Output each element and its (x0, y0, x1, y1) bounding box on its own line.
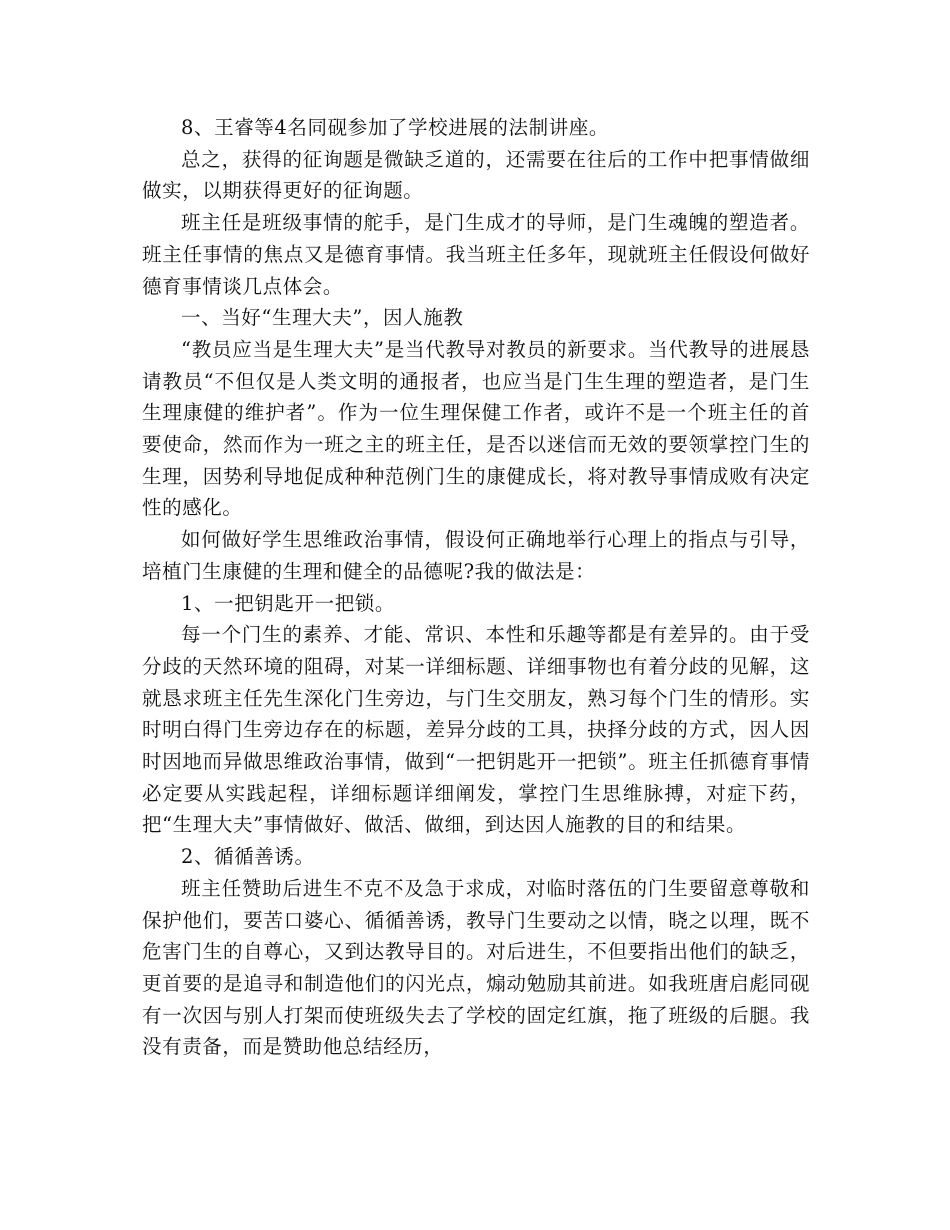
paragraph-intro: 班主任是班级事情的舵手，是门生成才的导师，是门生魂魄的塑造者。班主任事情的焦点又是德育事情。我当班主任多年，现就班主任假设何做好德育事情谈几点体会。 (142, 211, 810, 298)
paragraph-teacher-role: “教员应当是生理大夫”是当代教导对教员的新要求。当代教导的进展恳请教员“不但仅是人类文明的通报者，也应当是门生生理的塑造者，是门生生理康健的维护者”。作为一位生理保健工作者，或许不是一个班主任的首要使命，然而作为一班之主的班主任，是否以迷信而无效的要领掌控门生的生理，因势利导地促成种种范例门生的康健成长，将对教导事情成败有决定性的感化。 (142, 337, 810, 520)
paragraph-method-question: 如何做好学生思维政治事情，假设何正确地举行心理上的指点与引导，培植门生康健的生理和健全的品德呢?我的做法是： (142, 528, 810, 583)
section-heading-1: 一、当好“生理大夫”，因人施教 (181, 306, 464, 330)
subheading-2: 2、循循善诱。 (181, 845, 315, 869)
paragraph-patient-guidance: 班主任赞助后进生不克不及急于求成，对临时落伍的门生要留意尊敬和保护他们，要苦口婆心、循循善诱，教导门生要动之以情，晓之以理，既不危害门生的自尊心，又到达教导目的。对后进生，不但要指出他们的缺乏，更首要的是追寻和制造他们的闪光点，煽动勉励其前进。如我班唐启彪同砚有一次因与别人打架而使班级失去了学校的固定红旗，拖了班级的后腿。我没有责备，而是赞助他总结经历， (142, 876, 810, 1059)
document-body (142, 112, 810, 1063)
paragraph-summary: 总之，获得的征询题是微缺乏道的，还需要在往后的工作中把事情做细做实，以期获得更好的征询题。 (142, 147, 810, 203)
paragraph-individual-approach: 每一个门生的素养、才能、常识、本性和乐趣等都是有差异的。由于受分歧的天然环境的阻碍，对某一详细标题、详细事物也有着分歧的见解，这就恳求班主任先生深化门生旁边，与门生交朋友，熟习每个门生的情形。实时明白得门生旁边存在的标题，差异分歧的工具，抉择分歧的方式，因人因时因地而异做思维政治事情，做到“一把钥匙开一把锁”。班主任抓德育事情必定要从实践起程，详细标题详细阐发，掌控门生思维脉搏，对症下药，把“生理大夫”事情做好、做活、做细，到达因人施教的目的和结果。 (142, 623, 810, 837)
paragraph-report-item-8: 8、王睿等4名同砚参加了学校进展的法制讲座。 (181, 116, 610, 139)
subheading-1: 1、一把钥匙开一把锁。 (181, 591, 396, 615)
